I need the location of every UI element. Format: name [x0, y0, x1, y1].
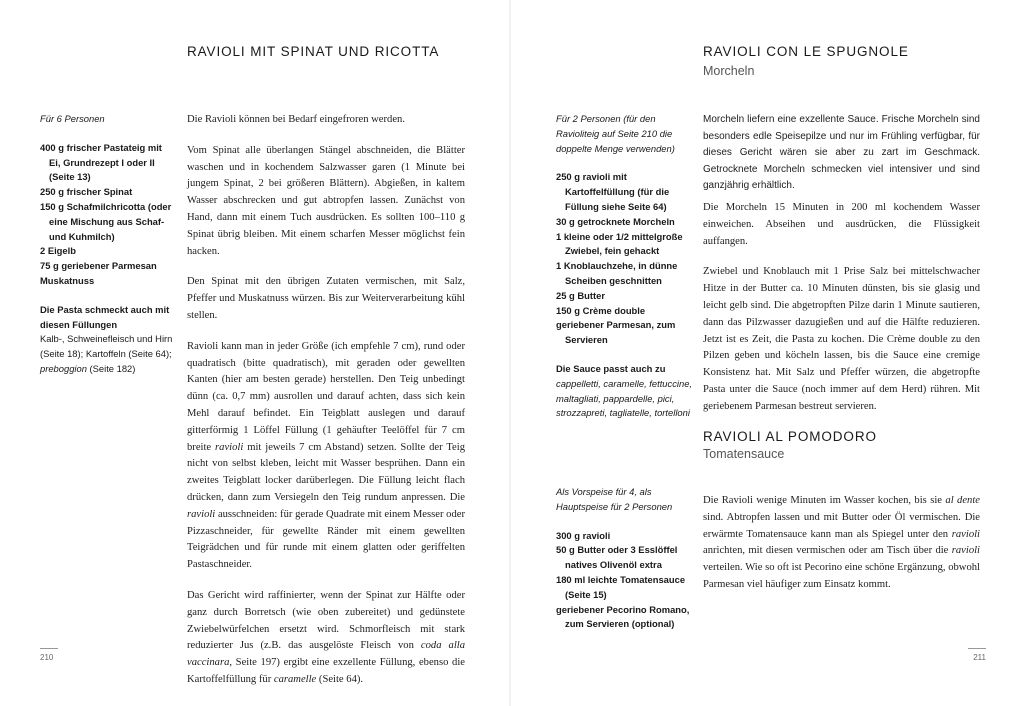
ingredient-item: Muskatnuss: [40, 274, 95, 286]
page-number-left: 210: [40, 648, 58, 662]
servings-note: Für 2 Personen (für den Ravioliteig auf Seite 210 die doppelte Menge verwenden): [556, 113, 675, 154]
ingredient-item: geriebener Parmesan, zum Servieren: [556, 319, 676, 346]
ingredients-spinat: [40, 112, 174, 377]
sauce-pairing-heading: Die Sauce passt auch zu: [556, 362, 666, 374]
ingredient-item: 180 ml leichte Tomatensauce (Seite 15): [556, 573, 686, 600]
ingredients-pomodoro: [556, 485, 696, 632]
alt-fillings-heading: Die Pasta schmeckt auch mit diesen Füllungen: [40, 303, 170, 330]
method-paragraph: Zwiebel und Knoblauch mit 1 Prise Salz bei mittelschwacher Hitze in der Butter ca. 10 Minuten dünsten, bis sie glasig und leicht gelb sind. Die abgetropften Pilze darin 1 Minute sautieren, dann das Pilzwasser dazugießen und auf die Hälfte reduzieren. Jetzt ist es Zeit, die Pasta zu kochen. Die Crème double zu den Pilzen geben und köcheln lassen, bis die Sauce eine cremige Konsistenz hat. Mit Salz und Pfeffer würzen, die abgetropfte Pasta unter die Sauce (noch immer auf dem Herd) rühren. Mit geriebenem Parmesan bestreut servieren.: [703, 266, 980, 412]
ingredient-item: 150 g Crème double: [556, 304, 646, 316]
recipe-title-spugnole: RAVIOLI CON LE SPUGNOLE: [703, 44, 909, 59]
alt-fillings-list: Kalb-, Schweinefleisch und Hirn (Seite 18); Kartoffeln (Seite 64); preboggion (Seite 182): [40, 333, 173, 374]
method-spinat: [187, 112, 465, 703]
sauce-pairing-list: cappelletti, caramelle, fettuccine, maltagliati, pappardelle, pici, strozzapreti, tagliatelle, tortelloni: [556, 377, 693, 419]
ingredient-item: 250 g ravioli mit Kartoffelfüllung (für die Füllung siehe Seite 64): [556, 171, 670, 212]
ingredient-item: 400 g frischer Pastateig mit Ei, Grundrezept I oder II (Seite 13): [40, 141, 162, 183]
servings-note: Als Vorspeise für 4, als Hauptspeise für 2 Personen: [556, 486, 673, 512]
ingredient-item: 50 g Butter oder 3 Esslöffel natives Olivenöl extra: [556, 544, 678, 571]
method-paragraph: Die Ravioli können bei Bedarf eingefroren werden.: [187, 114, 405, 125]
page-number-right: 211: [968, 648, 986, 662]
method-pomodoro: [703, 493, 980, 608]
method-paragraph: Die Morcheln 15 Minuten in 200 ml kochendem Wasser einweichen. Abseihen und ausdrücken, die Flüssigkeit auffangen.: [703, 202, 980, 247]
recipe-title-spinat: RAVIOLI MIT SPINAT UND RICOTTA: [187, 44, 440, 59]
ingredient-item: 250 g frischer Spinat: [40, 186, 133, 198]
ingredient-item: geriebener Pecorino Romano, zum Servieren (optional): [556, 603, 690, 630]
servings-note: Für 6 Personen: [40, 113, 105, 124]
folio-rule: [968, 648, 986, 649]
ingredient-item: 1 kleine oder 1/2 mittelgroße Zwiebel, fein gehackt: [556, 230, 683, 257]
ingredient-item: 150 g Schafmilchricotta (oder eine Mischung aus Schaf- und Kuhmilch): [40, 200, 172, 242]
ingredient-item: 1 Knoblauchzehe, in dünne Scheiben geschnitten: [556, 260, 678, 286]
ingredient-item: 300 g ravioli: [556, 529, 611, 541]
method-paragraph: Morcheln liefern eine exzellente Sauce. Frische Morcheln sind besonders edle Speisepilze und nur im Frühling verfügbar, für dieses Gericht wären sie aber zu zart im Geschmack. Getrocknete Morcheln schmecken viel intensiver und sind ganzjährig erhältlich.: [703, 114, 980, 192]
recipe-title-pomodoro: RAVIOLI AL POMODORO: [703, 429, 877, 444]
method-paragraph: Vom Spinat alle überlangen Stängel abschneiden, die Blätter waschen und in kochendem Salzwasser garen (1 Minute bei jungem Spinat, 2 bei größeren Blättern). Abgießen, in kaltem Wasser abschrecken und gut abtropfen lassen. Zunächst von Hand, dann mit einem Tuch ausdrücken. Es sollten 100–110 g Spinat übrig bleiben. Mit einem scharfen Messer möglichst fein hacken.: [187, 144, 465, 257]
method-paragraph: Die Ravioli wenige Minuten im Wasser kochen, bis sie al dente sind. Abtropfen lassen und mit Butter oder Öl vermischen. Die erwärmte Tomatensauce kann man als Spiegel unter den ravioli anrichten, mit diesen vermischen oder am Tisch über die ravioli verteilen. Wie so oft ist Pecorino eine schöne Ergänzung, obwohl Parmesan viel häufiger zum Einsatz kommt.: [703, 495, 980, 590]
right-page: [510, 0, 1020, 706]
method-spugnole: [703, 112, 980, 210]
ingredient-item: 30 g getrocknete Morcheln: [556, 215, 675, 227]
folio-rule: [40, 648, 58, 649]
ingredient-item: 75 g geriebener Parmesan: [40, 260, 157, 272]
recipe-subtitle-pomodoro: Tomatensauce: [703, 447, 785, 461]
ingredients-spugnole: [556, 112, 696, 421]
ingredient-item: 2 Eigelb: [40, 245, 76, 257]
method-paragraph: Ravioli kann man in jeder Größe (ich empfehle 7 cm), rund oder quadratisch (bitte quadratisch), mit geraden oder gewellten Kanten (hier am besten gerade) herstellen. Den Teig unbedingt dünn (ca. 0,7 mm) ausrollen und darauf achten, dass sich kein Mehl darauf befindet. Ein Teigblatt auslegen und darauf gitterförmig 1 Löffel Füllung (1 gehäufter Teelöffel für 7 cm breite ravioli mit jeweils 7 cm Abstand) setzen. Sollte der Teig nicht von selbst kleben, leicht mit Wasser besprühen. Dann ein zweites Teigblatt locker darüberlegen. Die Füllung leicht flach drücken, dann zum Versiegeln den Teig rundum anpressen. Die ravioli ausschneiden: für gerade Quadrate mit einem Messer oder Pizzaschneider, für gewellte Ränder mit einem gewellten Teigrädchen und für runde mit einem glatten oder geriffelten Pastaschneider.: [187, 340, 465, 571]
ingredient-item: 25 g Butter: [556, 289, 605, 301]
method-spugnole-steps: [703, 200, 980, 430]
method-paragraph: Den Spinat mit den übrigen Zutaten vermischen, mit Salz, Pfeffer und Muskatnuss würzen. Bis zur Weiterverarbeitung kühl stellen.: [187, 276, 465, 321]
recipe-subtitle-spugnole: Morcheln: [703, 64, 755, 78]
method-paragraph: Das Gericht wird raffinierter, wenn der Spinat zur Hälfte oder ganz durch Borretsch (wie oben zubereitet) und gedünstete Zwiebelwürfelchen ersetzt wird. Schmorfleisch mit stark reduzierter Jus (z.B. das ausgelöste Fleisch von coda alla vaccinara, Seite 197) ergibt eine exzellente Füllung, ebenso die Kartoffelfüllung für caramelle (Seite 64).: [187, 589, 465, 685]
